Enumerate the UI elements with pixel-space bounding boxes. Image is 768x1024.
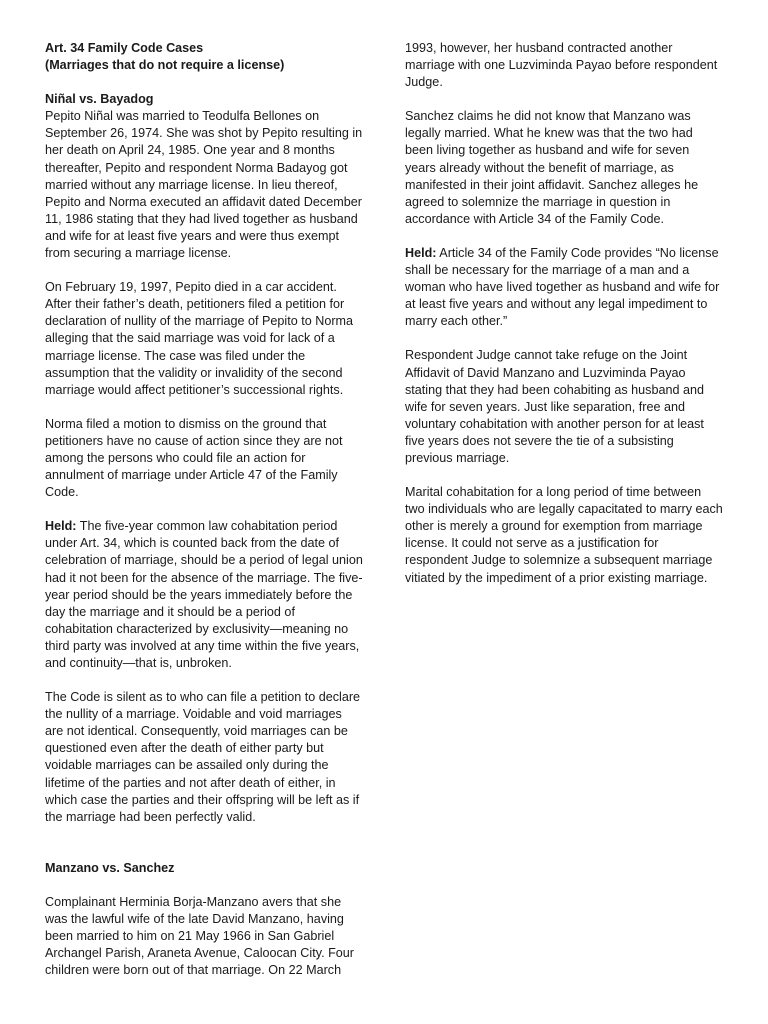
manzano-paragraph-4: Respondent Judge cannot take refuge on the Joint Affidavit of David Manzano and Luzviminda Payao stating that they had been cohabiting as husband and wife for seven years. Just like separation, free and voluntary cohabitation with another person for at least five years does not severe the tie of a subsisting previous marriage.	[405, 348, 704, 465]
right-column	[405, 40, 723, 587]
manzano-paragraph-2: Sanchez claims he did not know that Manzano was legally married. What he knew was that the two had been living together as husband and wife for seven years already without the benefit of marriage, as manifested in their joint affidavit. Sanchez alleges he agreed to solemnize the marriage in question in accordance with Article 34 of the Family Code.	[405, 109, 699, 226]
ninal-paragraph-5: The Code is silent as to who can file a petition to declare the nullity of a marriage. Voidable and void marriages are not identical. Consequently, void marriages can be questioned even after the death of either party but voidable marriages can be assailed only during the lifetime of the parties and not after death of either, in which case the parties and their offspring will be left as if the marriage had been perfectly valid.	[45, 690, 361, 824]
left-column	[45, 40, 363, 979]
document-title: Art. 34 Family Code Cases	[45, 41, 204, 55]
case-title-manzano: Manzano vs. Sanchez	[45, 860, 175, 875]
ninal-held-text: The five-year common law cohabitation period under Art. 34, which is counted back from the date of celebration of marriage, should be a period of legal union had it not been for the absence of the marriage. The five-year period should be the years immediately before the day the marriage and it should be a period of cohabitation characterized by exclusivity—meaning no third party was involved at any time within the five years, and continuity—that is, unbroken.	[45, 519, 363, 670]
ninal-paragraph-1: Pepito Niñal was married to Teodulfa Bellones on September 26, 1974. She was shot by Pepito resulting in her death on April 24, 1985. One year and 8 months thereafter, Pepito and respondent Norma Badayog got married without any marriage license. In lieu thereof, Pepito and Norma executed an affidavit dated December 11, 1986 stating that they had lived together as husband and wife for at least five years and were thus exempt from securing a marriage license.	[45, 109, 363, 261]
manzano-paragraph-5: Marital cohabitation for a long period of time between two individuals who are legally capacitated to marry each other is merely a ground for exemption from marriage license. It could not serve as a justification for respondent Judge to solemnize a subsequent marriage vitiated by the impediment of a prior existing marriage.	[405, 485, 723, 585]
manzano-held-label: Held:	[405, 245, 437, 260]
document-subtitle: (Marriages that do not require a license)	[45, 58, 285, 73]
manzano-paragraph-1-continued: 1993, however, her husband contracted another marriage with one Luzviminda Payao before respondent Judge.	[405, 41, 718, 90]
ninal-held-paragraph	[45, 518, 363, 672]
manzano-paragraph-1: Complainant Herminia Borja-Manzano avers that she was the lawful wife of the late David Manzano, having been married to him on 21 May 1966 in San Gabriel Archangel Parish, Araneta Avenue, Caloocan City. Four children were born out of that marriage. On 22 March	[45, 894, 354, 978]
case-title-ninal: Niñal vs. Bayadog	[45, 92, 154, 107]
ninal-paragraph-3: Norma filed a motion to dismiss on the ground that petitioners have no cause of action since they are not among the persons who could file an action for annulment of marriage under Article 47 of the Family Code.	[45, 416, 343, 500]
ninal-held-label: Held:	[45, 519, 77, 534]
manzano-held-text: Article 34 of the Family Code provides “No license shall be necessary for the marriage of a man and a woman who have lived together as husband and wife for at least five years and without any legal impediment to marry each other.”	[405, 245, 720, 329]
ninal-paragraph-2: On February 19, 1997, Pepito died in a car accident. After their father’s death, petitioners filed a petition for declaration of nullity of the marriage of Pepito to Norma alleging that the said marriage was void for lack of a marriage license. The case was filed under the assumption that the validity or invalidity of the second marriage would affect petitioner’s successional rights.	[45, 280, 354, 397]
manzano-held-paragraph	[405, 245, 723, 330]
